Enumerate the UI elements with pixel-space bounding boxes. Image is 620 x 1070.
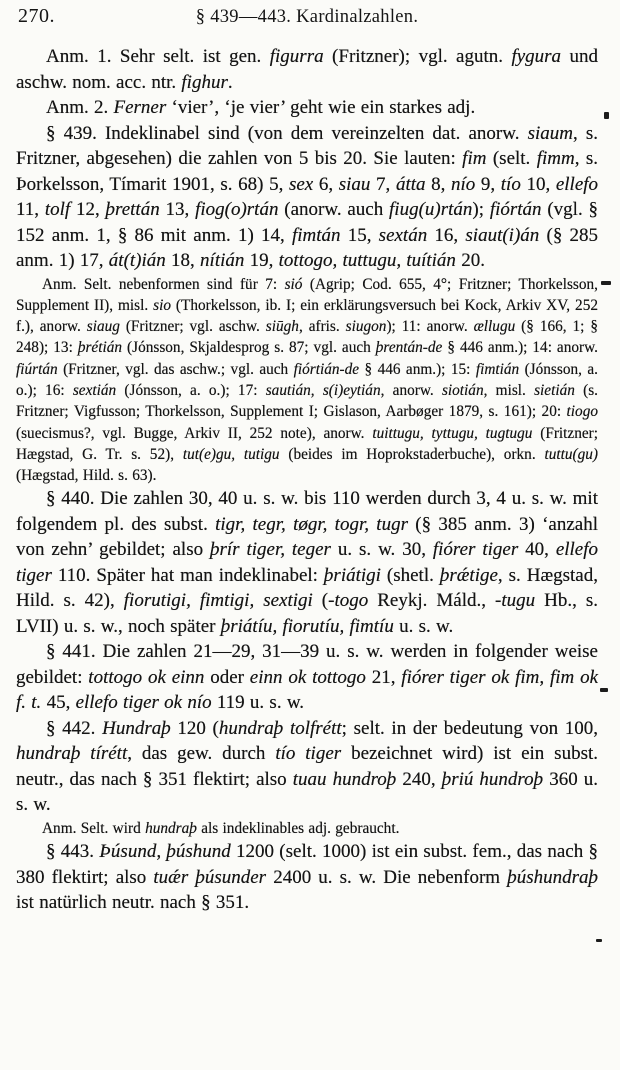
section-439-note: Anm. Selt. nebenformen sind für 7: sió (Agrip; Cod. 655, 4°; Fritzner; Thorkelsson, Supplement II), misl. sio (Thorkelsson, ib. I; ein erklärungsversuch bei Kock, Arkiv XV, 252 f.), anorw. siaug (Fritzner; vgl. aschw. siūgh, afris. siugon); 11: anorw. ællugu (§ 166, 1; § 248); 13: þrétián (Jónsson, Skjaldesprog s. 87; vgl. auch þrentán-de § 446 anm.); 14: anorw. fiúrtán (Fritzner, vgl. das aschw.; vgl. auch fiórtián-de § 446 anm.); 15: fimtián (Jónsson, a. o.); 16: sextián (Jónsson, a. o.); 17: sautián, s(i)eytián, anorw. siotián, misl. sietián (s. Fritzner; Vigfusson; Thorkelsson, Supplement I; Gislason, Aarbøger 1879, s. 161); 20: tiogo (suecismus?, vgl. Bugge, Arkiv II, 252 note), anorw. tuittugu, tyttugu, tugtugu (Fritzner; Hægstad, G. Tr. s. 52), tut(e)gu, tutigu (beides im Hoprokstaderbuche), orkn. tuttu(gu) (Hægstad, Hild. s. 63). <box>16 275 599 485</box>
paragraph-anm-2: Anm. 2. Ferner ‘vier’, ‘je vier’ geht wie ein starkes adj. <box>46 97 476 118</box>
section-440-paragraph: § 440. Die zahlen 30, 40 u. s. w. bis 110 werden durch 3, 4 u. s. w. mit folgendem pl. des subst. tigr, tegr, tøgr, togr, tugr (§ 385 anm. 3) ‘anzahl von zehn’ gebildet; also þrír tiger, teger u. s. w. 30, fiórer tiger 40, ellefo tiger 110. Später hat man indeklinabel: þriátigi (shetl. þrǽtige, s. Hægstad, Hild. s. 42), fiorutigi, fimtigi, sextigi (-togo Reykj. Máld., -tugu Hb., s. LVII) u. s. w., noch später þriátíu, fiorutíu, fimtíu u. s. w. <box>16 488 599 637</box>
scan-speck <box>596 939 602 942</box>
page-number: 270. <box>18 5 55 27</box>
section-442-paragraph: § 442. Hundraþ 120 (hundraþ tolfrétt; selt. in der bedeutung von 100, hundraþ tírétt, das gew. durch tío tiger bezeichnet wird) ist ein subst. neutr., das nach § 351 flektirt; also tuau hundroþ 240, þriú hundroþ 360 u. s. w. <box>16 717 599 816</box>
section-442-note: Anm. Selt. wird hundraþ als indeklinables adj. gebraucht. <box>42 819 400 837</box>
section-441-paragraph: § 441. Die zahlen 21—29, 31—39 u. s. w. werden in folgender weise gebildet: tottogo ok einn oder einn ok tottogo 21, fiórer tiger ok fim, fim ok f. t. 45, ellefo tiger ok nío 119 u. s. w. <box>16 641 598 714</box>
scan-speck <box>604 112 609 119</box>
section-439-paragraph: § 439. Indeklinabel sind (von dem vereinzelten dat. anorw. siaum, s. Fritzner, abgesehen) die zahlen von 5 bis 20. Sie lauten: fim (selt. fimm, s. Þorkelsson, Tímarit 1901, s. 68) 5, sex 6, siau 7, átta 8, nío 9, tío 10, ellefo 11, tolf 12, þrettán 13, fiog(o)rtán (anorw. auch fiug(u)rtán); fiórtán (vgl. § 152 anm. 1, § 86 mit anm. 1) 14, fimtán 15, sextán 16, siaut(i)án (§ 285 anm. 1) 17, át(t)ián 18, nítián 19, tottogo, tuttugu, tuítián 20. <box>16 122 599 271</box>
paragraph-anm-1: Anm. 1. Sehr selt. ist gen. figurra (Fritzner); vgl. agutn. fygura und aschw. nom. acc. ntr. fighur. <box>16 46 599 93</box>
scan-speck <box>600 688 608 692</box>
scan-speck <box>601 281 611 285</box>
section-443-paragraph: § 443. Þúsund, þúshund 1200 (selt. 1000) ist ein subst. fem., das nach § 380 flektirt; also tuǽr þúsunder 2400 u. s. w. Die nebenform þúshundraþ ist natürlich neutr. nach § 351. <box>16 841 598 914</box>
running-title: § 439—443. Kardinalzahlen. <box>195 7 419 27</box>
page-header <box>16 5 598 31</box>
